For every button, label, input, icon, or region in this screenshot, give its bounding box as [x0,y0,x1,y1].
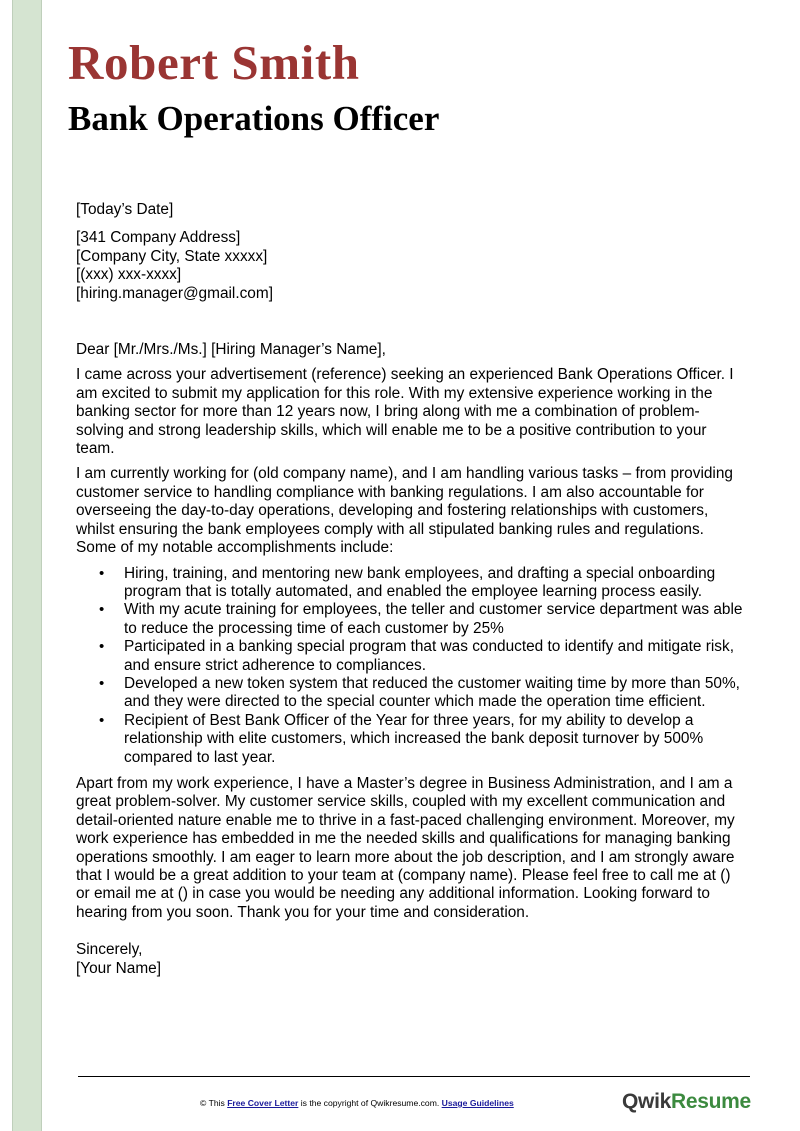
free-cover-letter-link[interactable]: Free Cover Letter [227,1098,299,1108]
closing: Sincerely, [76,941,143,959]
usage-guidelines-link[interactable]: Usage Guidelines [441,1098,514,1108]
footer-prefix: © This [200,1098,228,1108]
address-line: [hiring.manager@gmail.com] [76,284,273,302]
logo-part-resume: Resume [670,1090,751,1113]
paragraph-current-role: I am currently working for (old company name), and I am handling various tasks – from providing customer service to handling compliance with banking regulations. I am also accountable for overseeing the day-to-day operations, developing and fostering relationships with customers, whilst ensuring the bank employees comply with all stipulated banking rules and regulations. Some of my notable accomplishments include: [76,465,733,557]
list-item: • Participated in a banking special program that was conducted to identify and mitigate risk, and ensure strict adherence to compliances. [76,638,744,675]
list-item: • With my acute training for employees, the teller and customer service department was able to reduce the processing time of each customer by 25% [76,601,744,638]
list-item: • Hiring, training, and mentoring new bank employees, and drafting a special onboarding program that is totally automated, and enabled the employee learning process easily. [76,565,744,602]
logo-part-qwik: Qwik [622,1090,671,1113]
address-line: [Company City, State xxxxx] [76,247,268,265]
address-line: [341 Company Address] [76,229,241,247]
letter-body [76,201,744,978]
salutation: Dear [Mr./Mrs./Ms.] [Hiring Manager’s Name], [76,341,386,359]
footer-copyright [200,1098,514,1108]
qwikresume-logo [622,1090,751,1114]
list-item: • Developed a new token system that reduced the customer waiting time by more than 50%, and they were directed to the special counter which made the operation time efficient. [76,675,744,712]
accomplishments-list [76,565,744,767]
paragraph-qualifications: Apart from my work experience, I have a Master’s degree in Business Administration, and I am a great problem-solver. My customer service skills, coupled with my excellent communication and detail-oriented nature enable me to thrive in a fast-paced challenging environment. Moreover, my work experience has embedded in me the needed skills and qualifications for managing banking operations smoothly. I am eager to learn more about the job description, and I am strongly aware that I would be a great addition to your team at (company name). Please feel free to call me at () or email me at () in case you would be needing any additional information. Looking forward to hearing from you soon. Thank you for your time and consideration. [76,774,735,921]
recipient-address [76,229,744,303]
list-item: • Recipient of Best Bank Officer of the Year for three years, for my ability to develop a relationship with elite customers, which increased the bank deposit turnover by 500% compared to last year. [76,712,744,767]
letter-date: [Today’s Date] [76,201,174,218]
footer-middle: is the copyright of Qwikresume.com. [298,1098,442,1108]
address-line: [(xxx) xxx-xxxx] [76,266,182,284]
decorative-side-bar [12,0,42,1131]
signature: [Your Name] [76,959,161,977]
paragraph-intro: I came across your advertisement (reference) seeking an experienced Bank Operations Officer. I am excited to submit my application for this role. With my extensive experience working in the banking sector for more than 12 years now, I bring along with me a combination of problem-solving and strong leadership skills, which will enable me to be a positive contribution to your team. [76,366,734,458]
applicant-name: Robert Smith [68,35,360,90]
job-title: Bank Operations Officer [68,99,440,138]
footer-divider [78,1076,750,1077]
